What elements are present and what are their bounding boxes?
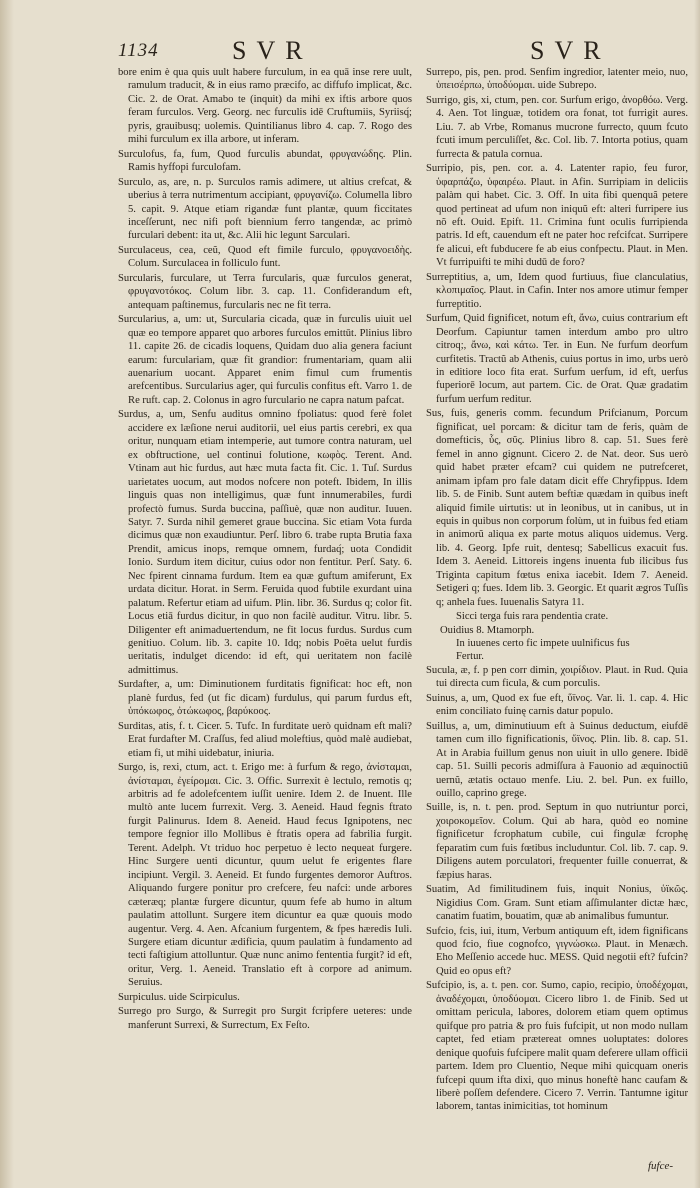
dictionary-entry: Suatim, Ad fimilitudinem fuis, inquit Nonius, ὑϊκῶς. Nigidius Com. Gram. Sunt etiam aſſimulanter dictæ hæc, canatim fuatim, bouatim, quæ ab animalibus fumuntur.: [426, 884, 688, 923]
dictionary-entry: Suinus, a, um, Quod ex fue eft, ὕϊνος. Var. li. 1. cap. 4. Hic enim conciliato fuinę carnis datur populo.: [426, 692, 688, 718]
dictionary-entry: Sufcio, fcis, iui, itum, Verbum antiquum eft, idem fignificans quod fcio, fiue cognofco, γιγνώσκω. Plaut. in Menæch. Eho Meſſenio accede huc. MESS. Quid negotii eft? fufcin? Quid eo opus eft?: [426, 925, 688, 977]
dictionary-entry: Surgo, is, rexi, ctum, act. t. Erigo me: à furfum & rego, ἀνίσταμαι, ἀνίσταμαι, ἐγείρομαι. Cic. 3. Offic. Surrexit è lectulo, remotis q; arbitris ad fe adolefcentem iuſſit uenire. Idem 2. de Inuent. Ille multò ante lucem furrexit. Verg. 3. Aeneid. Haud fegnis ftrato furgit Palinurus. Idem 8. Aeneid. Haud fecus Ignipotens, nec tempore fegnior illo Mollibus è ftratis opera ad fabrilia furgit. Terent. Adelph. Vt triduo hoc perpetuo è lecto nequeat furgere. Hinc Surgere uenti dicuntur, quum uelut fe erigentes flare incipiunt. Vergil. 3. Aeneid. Et fundo furgentes demoror Auftros. Aliquando furgere ponitur pro crefcere, feu nafci: unde arbores cæteræq; plantæ furgere dicuntur, quum fefe ab humo in altum paulatim attollunt. Surgere item dicuntur ea quæ quouis modo augentur. Verg. 4. Aen. Afcanium furgentem, & fpes hæredis Iuli. Surgere etiam dicuntur ædificia, quum paulatim à fundamento ad tecti faſtigium attolluntur. Quæ nunc animo fententia furgit? id eft, oritur, Verg. 1. Aeneid. Translatio eft à corpore ad animum. Seruius.: [118, 762, 412, 989]
dictionary-entry: Suillus, a, um, diminutiuum eft à Suinus deductum, eiufdē tamen cum illo fignificationis, ὕϊνος. Plin. lib. 8. cap. 51. At in Arabia fuillum genus non uiuit in ullo genere. Ibidē cap. 51. Suilli pecoris admiſſura à Fauonio ad æquinoctiũ uernũ, ætatis octauo menfe. Liu. 2. bel. Pun. ex fuillo, ouillo, caprino grege.: [426, 720, 688, 800]
page-spine-shadow: [0, 0, 14, 1188]
dictionary-entry: Surculaceus, cea, ceũ, Quod eft fimile furculo, φρυγανοειδὴς. Colum. Surculacea in folliculo funt.: [118, 244, 412, 270]
dictionary-entry: Surrigo, gis, xi, ctum, pen. cor. Surfum erigo, ἀνορθόω. Verg. 4. Aen. Tot linguæ, totidem ora fonat, tot furrigit aures. Liu. 7. ab Vrbe, Romanus mucrone furrecto, quum fcuto fcuti imum perculiſſet, &c. Col. lib. 7. Intorta potius, quam furrecta & patula cornua.: [426, 94, 688, 160]
citation-source: Ouidius 8. Mtamorph.: [440, 624, 535, 636]
dictionary-entry: Surripio, pis, pen. cor. a. 4. Latenter rapio, feu furor, ὑφαρπάζω, ὑφαιρέω. Plaut. in Afin. Surripiam in deliciis palàm qui habet. Cic. 3. Off. In uita fibi quenquã petere quod pertineat ad ufum non iniquũ eft: alteri furripere ius nõ eft. Ouid. Epift. 11. Crimina funt oculis furripienda patris. Id eft, cauendum eft ne pater hoc refcifcat. Surripere fe alicui, eft fubducere fe ab eius confpectu. Plaut. in Men. Vt furripuifti te mihi dudū de foro?: [426, 163, 688, 269]
dictionary-entry: Surdus, a, um, Senfu auditus omnino fpoliatus: quod ferè folet accidere ex læſione nerui auditorii, uel eius partis cerebri, ex qua oritur, nunquam etiam intemperie, aut tumore contra naturam, uel ex obftructione, uel continui folutione, κωφὸς. Terent. And. Vtinam aut hic furdus, aut hæc muta facta fit. Cic. 1. Tuſ. Surdus uarietates uocum, aut modos nofcere non poteft. Ibidem, In illis linguis quas non intelligimus, quæ funt innumerabiles, furdi profectò fumus. Surda buccina, paſſiuè, quæ non auditur. Iuuen. Satyr. 7. Surda nihil gemeret graue buccina. Sic etiam Vota furda dicimus quæ non exaudiuntur. Perſ. libro 6. trabe rupta Brutia faxa Prendit, amicus inops, remque omnem, furdaq́; uota Condidit Ionio. Surdum item dicitur, cuius odor non fentitur. Perſ. Saty. 6. Nec fpirent cinnama furdum. Item ea quæ guftum amiferunt, Ex urdata dicitur. Horat. in Serm. Feruida quod fubtile exurdant uina palatum. Refertur etiam ad uifum. Plin. libr. 36. Surdus q; color fit. Locus etiā furdus dicitur, in quo non facilè auditur. Vitru. libr. 5. Diligenter eft animaduertendum, ne fit locus furdus. Surdus cum genitiuo. Colum. lib. 3. capite 10. Idq; nobis Poëta uelut furdis ueritatis, indulget dicendo: id eft, qui ueritatem non facilè admittimus.: [118, 409, 412, 676]
verse-line: Fertur.: [456, 651, 484, 663]
dictionary-entry: Sus, fuis, generis comm. fecundum Prifcianum, Porcum fignificat, uel porcam: & dicitur tam de feris, quàm de domefticis, ὗς, σῦς. Plinius libro 8. cap. 51. Sues ferè femel in anno gignunt. Cicero 2. de Nat. deor. Sus uerò quid habet præter efcam? cui quidem ne putrefceret, animam ipfam pro fale datam dicit effe Chryfippus. Idem lib. 5. de Finib. Sunt autem beftiæ quædam in quibus ineft aliquid fimile uirtutis: ut in leonibus, ut in canibus, ut in equis in quibus non corporum folùm, ut in fuibus fed etiam in animorũ aliqua ex parte motus aliquos uidemus. Verg. lib. 4. Georg. Ipfe ruit, dentesq; Sabellicus exacuit fus. Idem 3. Aeneid. Littoreis ingens inuenta fub ilicibus fus Triginta capitum fœtus enixa iacebit. Idem 7. Aeneid. Setigeri q; fues. Idem lib. 3. Georgic. Et quarit ægros Tuſſis q; anhela fues. Iuuenalis Satyra 11.: [426, 408, 688, 608]
dictionary-entry: Suille, is, n. t. pen. prod. Septum in quo nutriuntur porci, χοιροκομεῖον. Colum. Qui ab hara, quòd eo nomine fignificetur fcrophatum cubile, cui fingulæ fcrophę feparatim cum fuis fœtibus includuntur. Col. lib. 7. cap. 9. Diligens autem porculatori, frequenter fuille conuerrat, & fæpius haras.: [426, 802, 688, 881]
dictionary-entry: Surdafter, a, um: Diminutionem furditatis fignificat: hoc eft, non planè furdus, fed (ut fic dicam) furdulus, qui parum furdus eft, ὑπόκωφος, ὀτώκωφος, βαρύκοος.: [118, 679, 412, 718]
verse-line: In iuuenes certo fic impete uulnificus fus: [456, 638, 630, 650]
dictionary-entry: Surculo, as, are, n. p. Surculos ramis adimere, ut altius crefcat, & uberius à terra nutrimentum accipiant, φρυγανίζω. Columella libro 5. capit. 9. Atque etiam rigandæ funt plantæ, quum ficcitates inceſſerunt, nec nifi poft biennium ferro tangendæ, ac primò furculari debent: ita ut, &c. Alii hic legunt Sarculari.: [118, 176, 412, 242]
dictionary-entry: Surrepo, pis, pen. prod. Senfim ingredior, latenter meio, nuo, ὑπεισέρπω, ὑποδύομαι. uide Subrepo.: [426, 67, 688, 92]
running-head-right: SVR: [530, 36, 611, 65]
running-head-left: SVR: [232, 36, 313, 65]
dictionary-entry: Surrego pro Surgo, & Surregit pro Surgit fcripfere ueteres: unde manferunt Surrexi, & Surrectum, Ex Feſto.: [118, 1006, 412, 1031]
dictionary-entry: bore enim è qua quis uult habere furculum, in ea quā inse rere uult, ramulum traducit, & in eius ramo præcifo, ac diffufo implicat, &c. Cic. 2. de Orat. Amabo te (inquit) da mihi ex iftis arbore quos feram furculos. Verg. Georg. nec furculis idē Cruftumiis, Syriisq́; pyris, grauibusq; uolemis. Quintilianus libro 4. cap. 7. Rogo des mihi furculum ex illa arbore, ut inferam.: [118, 67, 412, 146]
dictionary-entry: Surpiculus. uide Scirpiculus.: [118, 991, 240, 1003]
dictionary-entry: Surculofus, fa, fum, Quod furculis abundat, φρυγανώδης. Plin. Ramis hyffopi furculofam.: [118, 148, 412, 174]
right-column: [426, 66, 688, 1115]
dictionary-entry: Surreptitius, a, um, Idem quod furtiuus, fiue clanculatius, κλοπιμαῖος. Plaut. in Cafin. Inter nos amore utimur femper furreptitio.: [426, 271, 688, 310]
catchword: fufce-: [648, 1160, 674, 1172]
left-column: [118, 66, 412, 1033]
dictionary-entry: Sucula, æ, f. p pen corr dimin, χοιρίδιον. Plaut. in Rud. Quia tui directa cum ficula, & cum porculis.: [426, 664, 688, 690]
page-edge-shadow: [694, 0, 700, 1188]
dictionary-entry: Sufcipio, is, a. t. pen. cor. Sumo, capio, recipio, ὑποδέχομαι, ἀναδέχομαι, ὑποδύομαι. Cicero libro 1. de Finib. Sed ut omittam pericula, labores, dolorem etiam quem optimus quifque pro patria & pro fuis fufcipit, ut non modo nullam captet, fed etiam prætereat omnes uoluptates: dolores denique quofuis fufcipere malit quam deferere ullam officii partem. Idem pro Cluentio, Neque mihi quicquam oneris fufcepi quum ifta dixi, quo minus honeftè hanc caufam & liberè poſſem defendere. Cicero 7. Verrin. Tantumne igitur laborem, tantas inimicitias, tot hominum: [426, 980, 688, 1113]
verse-line: Sicci terga fuis rara pendentia crate.: [456, 611, 609, 623]
dictionary-entry: Surcularius, a, um: ut, Surcularia cicada, quæ in furculis uiuit uel quæ eo tempore apparet quo arbores furculos emittūt. Plinius libro 11. capite 26. de cicadis loquens, Quidam duo alia genera faciunt earum: furculariam, quæ fit grandior: frumentariam, quam alii auenarium uocant. Apparet enim fimul cum frumentis arefcentibus. Surcularius ager, qui furculis confitus eft. Varro 1. de Re ruft. cap. 2. Colonus in agro furculario ne capra natum pafcat.: [118, 314, 412, 406]
dictionary-entry: Surditas, atis, f. t. Cicer. 5. Tufc. In furditate uerò quidnam eft mali? Erat furdafter M. Craſſus, fed aliud moleftius, quòd malè audiebat, etiam fi, ut mihi uidebatur, iniuria.: [118, 720, 412, 759]
dictionary-entry: Surfum, Quid fignificet, notum eft, ἄνω, cuius contrarium eft Deorfum. Capiuntur tamen interdum ambo pro ultro citroq;, ἄνω, καὶ κάτω. Ter. in Eun. Ne furfum deorfum curfitetis. Tractũ ab Athenis, cuius portus in imo, urbs uerò in editiore loco fita erat. Surfum uerfum, id eft, uerfus fuperiorē locum, aut partem. Cic. de Orat. Quæ gradatim furfum uerfum reditur.: [426, 313, 688, 405]
page-number: 1134: [118, 40, 159, 61]
dictionary-entry: Surcularis, furculare, ut Terra furcularis, quæ furculos generat, φρυγανοτόκος. Colum libr. 3. cap. 11. Confiderandum eft, antequam paſtinemus, furcularis nec ne fit terra.: [118, 272, 412, 311]
